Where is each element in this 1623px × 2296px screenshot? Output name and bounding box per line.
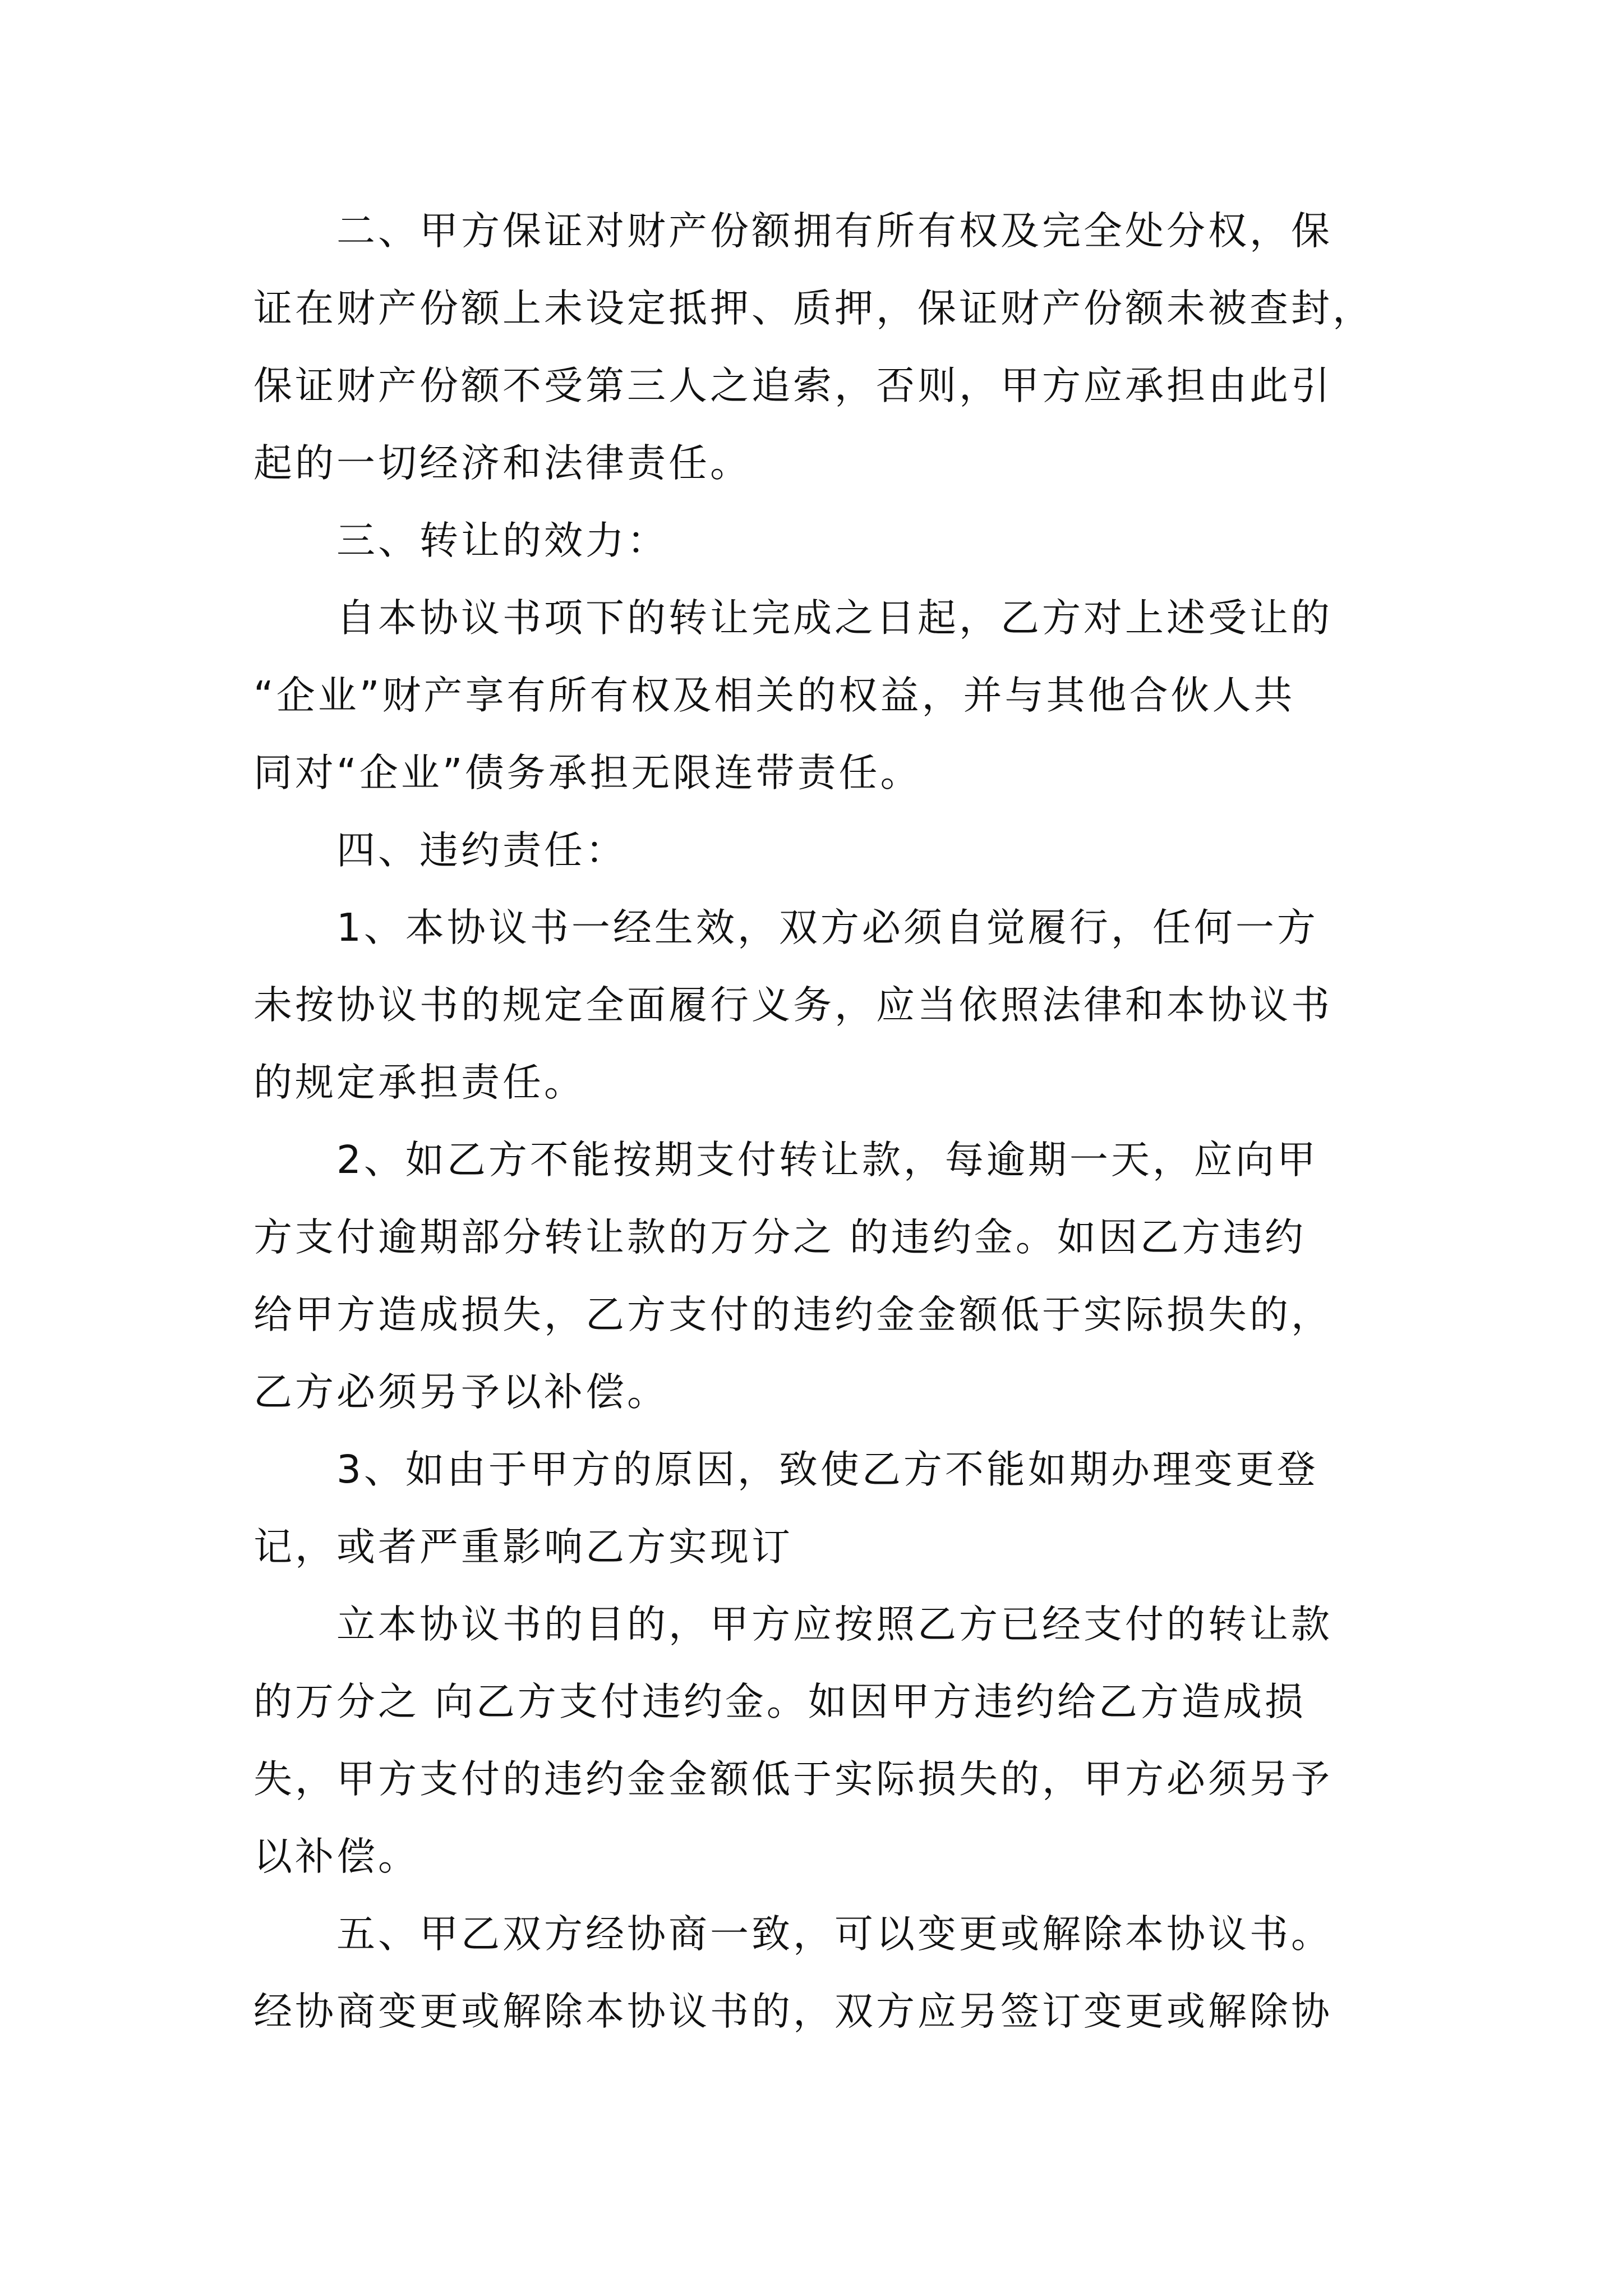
text-line: 乙方必须另予以补偿。: [253, 1370, 668, 1415]
section-heading: 五、甲乙双方经协商一致，可以变更或解除本协议书。: [336, 1912, 1332, 1957]
section-heading: 四、违约责任：: [336, 828, 627, 873]
text-line: 经协商变更或解除本协议书的，双方应另签订变更或解除协: [253, 1989, 1332, 2034]
text-line: 3、如由于甲方的原因，致使乙方不能如期办理变更登: [336, 1447, 1318, 1492]
text-line: 立本协议书的目的，甲方应按照乙方已经支付的转让款: [336, 1602, 1332, 1647]
text-line: 2、如乙方不能按期支付转让款，每逾期一天，应向甲: [336, 1138, 1318, 1182]
text-line: 1、本协议书一经生效，双方必须自觉履行，任何一方: [336, 905, 1318, 950]
text-line: 保证财产份额不受第三人之追索，否则，甲方应承担由此引: [253, 364, 1332, 408]
text-line: 失，甲方支付的违约金金额低于实际损失的，甲方必须另予: [253, 1757, 1332, 1802]
text-line: 二、甲方保证对财产份额拥有所有权及完全处分权，保: [336, 209, 1332, 254]
text-line: 的万分之 向乙方支付违约金。如因甲方违约给乙方造成损: [253, 1680, 1306, 1724]
text-line: 证在财产份额上未设定抵押、质押，保证财产份额未被查封，: [253, 286, 1374, 331]
section-heading: 三、转让的效力：: [336, 518, 668, 563]
text-line: 起的一切经济和法律责任。: [253, 441, 751, 486]
text-line: 给甲方造成损失，乙方支付的违约金金额低于实际损失的，: [253, 1292, 1332, 1337]
text-line: 以补偿。: [253, 1834, 419, 1879]
text-line: 同对“企业”债务承担无限连带责任。: [253, 751, 922, 795]
text-line: 的规定承担责任。: [253, 1060, 585, 1105]
text-line: 未按协议书的规定全面履行义务，应当依照法律和本协议书: [253, 983, 1332, 1028]
text-line: 记，或者严重影响乙方实现订: [253, 1525, 793, 1570]
text-line: 方支付逾期部分转让款的万分之 的违约金。如因乙方违约: [253, 1215, 1306, 1260]
text-line: “企业”财产享有所有权及相关的权益，并与其他合伙人共: [253, 673, 1295, 718]
text-line: 自本协议书项下的转让完成之日起，乙方对上述受让的: [336, 596, 1332, 641]
